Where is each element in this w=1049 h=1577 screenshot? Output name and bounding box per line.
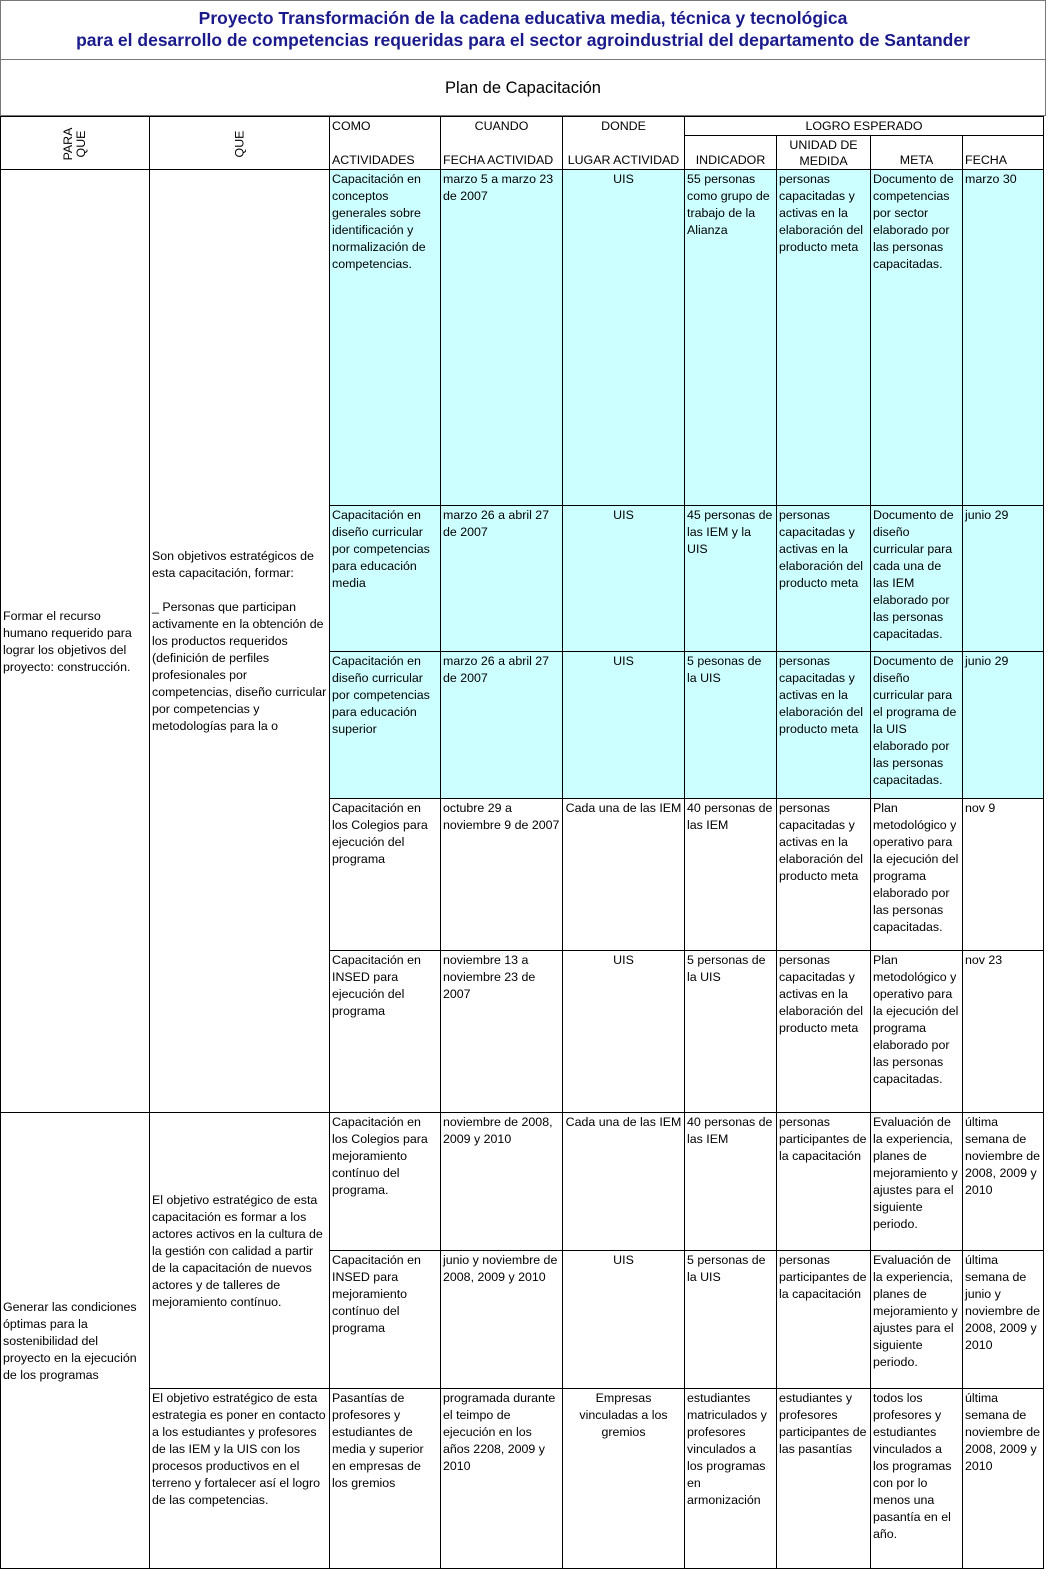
- header-que: QUE: [150, 117, 330, 170]
- s1r2-unidad: personas capacitadas y activas en la elaboración del producto meta: [777, 506, 871, 652]
- s1r3-fecha: junio 29: [963, 652, 1044, 799]
- plan-subtitle: Plan de Capacitación: [0, 60, 1046, 116]
- s2r2-lugar: UIS: [563, 1251, 685, 1389]
- s1r2-fecha: junio 29: [963, 506, 1044, 652]
- s2r3-fecha-actividad: programada durante el teimpo de ejecución en los años 2208, 2009 y 2010: [441, 1389, 563, 1569]
- section2-que-a: El objetivo estratégico de esta capacitación es formar a los actores activos en la cultura de la gestión con calidad a partir de la capacitación de nuevos actores y de talleres de mejoramiento contínuo.: [150, 1113, 330, 1389]
- s2r2-actividad: Capacitación en INSED para mejoramiento contínuo del programa: [330, 1251, 441, 1389]
- s1r1-fecha-actividad: marzo 5 a marzo 23 de 2007: [441, 170, 563, 506]
- header-meta: META: [871, 136, 963, 170]
- s1r5-meta: Plan metodológico y operativo para la ejecución del programa elaborado por las personas capacitadas.: [871, 951, 963, 1113]
- s2r1-fecha: última semana de noviembre de 2008, 2009 y 2010: [963, 1113, 1044, 1251]
- s1r3-meta: Documento de diseño curricular para el programa de la UIS elaborado por las personas capacitadas.: [871, 652, 963, 799]
- s2r3-meta: todos los profesores y estudiantes vinculados a los programas con por lo menos una pasantía en el año.: [871, 1389, 963, 1569]
- s2r1-meta: Evaluación de la experiencia, planes de mejoramiento y ajustes para el siguiente periodo.: [871, 1113, 963, 1251]
- s1r1-indicador: 55 personas como grupo de trabajo de la Alianza: [685, 170, 777, 506]
- header-logro-esperado: LOGRO ESPERADO: [685, 117, 1044, 136]
- s1r3-unidad: personas capacitadas y activas en la elaboración del producto meta: [777, 652, 871, 799]
- s1r4-unidad: personas capacitadas y activas en la elaboración del producto meta: [777, 799, 871, 951]
- section2-que-b: El objetivo estratégico de esta estrategia es poner en contacto a los estudiantes y profesores de las IEM y la UIS con los procesos productivos en el terreno y fortalecer así el logro de las competencias.: [150, 1389, 330, 1569]
- s1r3-lugar: UIS: [563, 652, 685, 799]
- header-cuando: CUANDO: [441, 117, 563, 136]
- header-fecha-actividad: FECHA ACTIVIDAD: [441, 136, 563, 170]
- s1r3-actividad: Capacitación en diseño curricular por competencias para educación superior: [330, 652, 441, 799]
- s2r3-unidad: estudiantes y profesores participantes de las pasantías: [777, 1389, 871, 1569]
- s1r5-actividad: Capacitación en INSED para ejecución del programa: [330, 951, 441, 1113]
- section1-que: Son objetivos estratégicos de esta capacitación, formar: _ Personas que participan activamente en la obtención de los productos requeridos (definición de perfiles profesionales por competencias, diseño curricular por competencias y metodologías para la o: [150, 170, 330, 1113]
- s2r1-lugar: Cada una de las IEM: [563, 1113, 685, 1251]
- s1r1-meta: Documento de competencias por sector elaborado por las personas capacitadas.: [871, 170, 963, 506]
- s1r4-meta: Plan metodológico y operativo para la ejecución del programa elaborado por las personas capacitadas.: [871, 799, 963, 951]
- s2r1-fecha-actividad: noviembre de 2008, 2009 y 2010: [441, 1113, 563, 1251]
- s1r5-lugar: UIS: [563, 951, 685, 1113]
- title-line-2: para el desarrollo de competencias requeridas para el sector agroindustrial del departamento de Santander: [76, 30, 970, 50]
- s2r1-actividad: Capacitación en los Colegios para mejoramiento contínuo del programa.: [330, 1113, 441, 1251]
- s2r3-lugar: Empresas vinculadas a los gremios: [563, 1389, 685, 1569]
- s1r4-fecha: nov 9: [963, 799, 1044, 951]
- section2-para-que: Generar las condiciones óptimas para la sostenibilidad del proyecto en la ejecución de los programas: [1, 1113, 150, 1569]
- training-plan-table: [0, 116, 1044, 1569]
- title-line-1: Proyecto Transformación de la cadena educativa media, técnica y tecnológica: [198, 8, 848, 28]
- s1r1-unidad: personas capacitadas y activas en la elaboración del producto meta: [777, 170, 871, 506]
- s2r1-indicador: 40 personas de las IEM: [685, 1113, 777, 1251]
- s2r3-fecha: última semana de noviembre de 2008, 2009 y 2010: [963, 1389, 1044, 1569]
- header-indicador: INDICADOR: [685, 136, 777, 170]
- s1r2-indicador: 45 personas de las IEM y la UIS: [685, 506, 777, 652]
- s1r4-fecha-actividad: octubre 29 a noviembre 9 de 2007: [441, 799, 563, 951]
- s1r5-indicador: 5 personas de la UIS: [685, 951, 777, 1113]
- s1r2-actividad: Capacitación en diseño curricular por competencias para educación media: [330, 506, 441, 652]
- header-fecha: FECHA: [963, 136, 1044, 170]
- s2r3-indicador: estudiantes matriculados y profesores vinculados a los programas en armonización: [685, 1389, 777, 1569]
- s1r2-fecha-actividad: marzo 26 a abril 27 de 2007: [441, 506, 563, 652]
- s1r4-indicador: 40 personas de las IEM: [685, 799, 777, 951]
- header-para-que: PARA QUE: [1, 117, 150, 170]
- s2r2-fecha-actividad: junio y noviembre de 2008, 2009 y 2010: [441, 1251, 563, 1389]
- section1-para-que: Formar el recurso humano requerido para lograr los objetivos del proyecto: construcción.: [1, 170, 150, 1113]
- s2r3-actividad: Pasantías de profesores y estudiantes de media y superior en empresas de los gremios: [330, 1389, 441, 1569]
- s2r2-fecha: última semana de junio y noviembre de 2008, 2009 y 2010: [963, 1251, 1044, 1389]
- header-como: COMO: [330, 117, 441, 136]
- document-title: [0, 0, 1046, 60]
- s1r5-fecha-actividad: noviembre 13 a noviembre 23 de 2007: [441, 951, 563, 1113]
- s1r3-fecha-actividad: marzo 26 a abril 27 de 2007: [441, 652, 563, 799]
- header-actividades: ACTIVIDADES: [330, 136, 441, 170]
- s1r2-meta: Documento de diseño curricular para cada una de las IEM elaborado por las personas capacitadas.: [871, 506, 963, 652]
- s1r5-fecha: nov 23: [963, 951, 1044, 1113]
- s1r1-lugar: UIS: [563, 170, 685, 506]
- s1r2-lugar: UIS: [563, 506, 685, 652]
- s1r5-unidad: personas capacitadas y activas en la elaboración del producto meta: [777, 951, 871, 1113]
- s1r4-actividad: Capacitación en los Colegios para ejecución del programa: [330, 799, 441, 951]
- header-unidad-medida: UNIDAD DE MEDIDA: [777, 136, 871, 170]
- s1r1-fecha: marzo 30: [963, 170, 1044, 506]
- s1r3-indicador: 5 pesonas de la UIS: [685, 652, 777, 799]
- s2r2-meta: Evaluación de la experiencia, planes de mejoramiento y ajustes para el siguiente periodo.: [871, 1251, 963, 1389]
- header-donde: DONDE: [563, 117, 685, 136]
- s2r2-unidad: personas participantes de la capacitación: [777, 1251, 871, 1389]
- s1r4-lugar: Cada una de las IEM: [563, 799, 685, 951]
- header-lugar-actividad: LUGAR ACTIVIDAD: [563, 136, 685, 170]
- s2r1-unidad: personas participantes de la capacitación: [777, 1113, 871, 1251]
- s1r1-actividad: Capacitación en conceptos generales sobre identificación y normalización de competencias.: [330, 170, 441, 506]
- s2r2-indicador: 5 personas de la UIS: [685, 1251, 777, 1389]
